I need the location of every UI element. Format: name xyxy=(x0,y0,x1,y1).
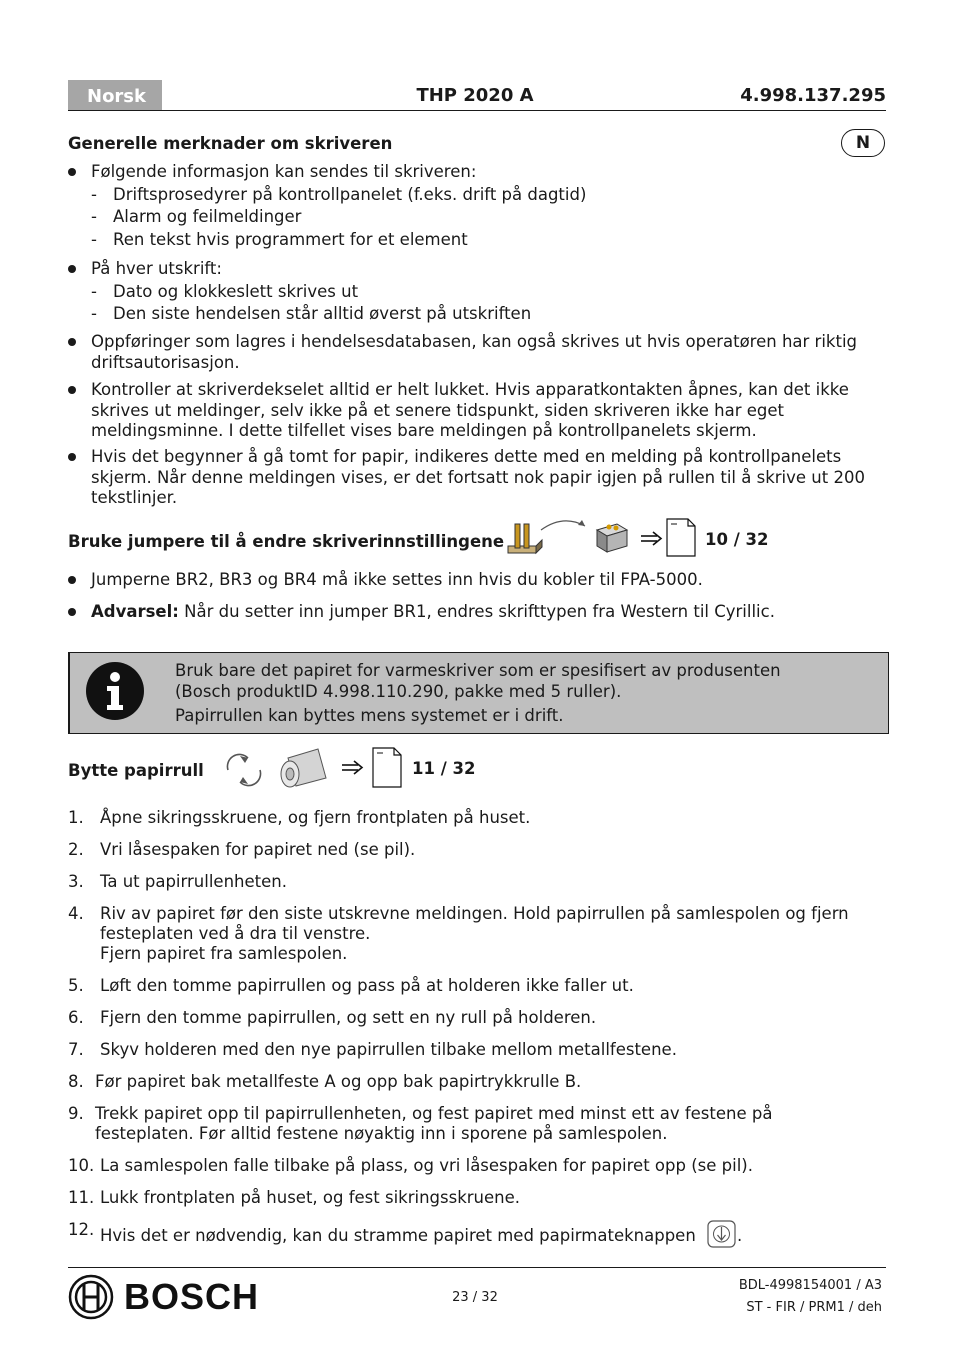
sub-item: - Den siste hendelsen står alltid øverst på utskriften xyxy=(91,304,886,325)
section-title-jumpers: Bruke jumpere til å endre skriverinnstillingene xyxy=(68,532,505,551)
list-item xyxy=(68,1220,886,1248)
document-number: 4.998.137.295 xyxy=(740,85,886,106)
language-badge: N xyxy=(841,129,885,157)
jumper-icon xyxy=(508,524,542,553)
bullet-line: meldingsminne. I dette tilfellet vises bare meldingen på kontrollpanelets skjerm. xyxy=(91,421,757,440)
bullet-text: Følgende informasjon kan sendes til skriveren: xyxy=(91,162,477,181)
list-item xyxy=(68,1040,886,1060)
sub-item: - Ren tekst hvis programmert for et element xyxy=(91,230,886,251)
page-reference-icon xyxy=(373,748,401,787)
step-number: 11. xyxy=(68,1188,95,1207)
list-item xyxy=(68,1072,886,1092)
arrow-right-icon xyxy=(641,532,661,545)
step-number: 10. xyxy=(68,1156,95,1175)
page-reference-icon xyxy=(667,519,695,556)
section-title-general: Generelle merknader om skriveren xyxy=(68,134,393,153)
step-line: Fjern den tomme papirrullen, og sett en ny rull på holderen. xyxy=(100,1008,597,1027)
info-line: (Bosch produktID 4.998.110.290, pakke med 5 ruller). xyxy=(175,681,622,701)
step-line: Før papiret bak metallfeste A og opp bak papirtrykkrulle B. xyxy=(95,1072,582,1091)
curved-arrow-icon xyxy=(541,521,585,530)
step-number: 4. xyxy=(68,904,84,923)
sub-item: - Dato og klokkeslett skrives ut xyxy=(91,282,886,303)
paper-roll-diagram xyxy=(220,744,412,790)
bosch-logo xyxy=(68,1274,259,1320)
step-number: 7. xyxy=(68,1040,84,1059)
bullet-line: tekstlinjer. xyxy=(91,488,178,507)
list-item xyxy=(68,1156,886,1176)
info-line: Papirrullen kan byttes mens systemet er i drift. xyxy=(175,706,564,725)
printer-module-icon xyxy=(597,524,627,552)
document-reference xyxy=(739,1275,882,1319)
list-item xyxy=(68,1188,886,1208)
bosch-armature-icon xyxy=(68,1274,114,1320)
jumper-change-diagram xyxy=(505,516,705,558)
model-name: THP 2020 A xyxy=(416,85,534,106)
step-number: 9. xyxy=(68,1104,84,1123)
footer-rule xyxy=(68,1267,886,1268)
sub-item: - Alarm og feilmeldinger xyxy=(91,207,886,228)
bullet-line: Kontroller at skriverdekselet alltid er helt lukket. Hvis apparatkontakten åpnes, kan det ikke xyxy=(91,380,849,399)
sub-item: - Driftsprosedyrer på kontrollpanelet (f.eks. drift på dagtid) xyxy=(91,185,886,206)
doc-ref-line: ST - FIR / PRM1 / deh xyxy=(746,1300,882,1315)
warning-label: Advarsel: xyxy=(91,602,179,621)
list-item xyxy=(68,332,886,373)
list-item xyxy=(68,808,886,828)
step-text: Hvis det er nødvendig, kan du stramme papiret med papirmateknappen xyxy=(100,1226,696,1245)
step-line: Hvis det er nødvendig, kan du stramme papiret med papirmateknappen . xyxy=(68,1220,886,1248)
bullet-text: På hver utskrift: xyxy=(91,259,222,278)
step-number: 1. xyxy=(68,808,84,827)
warning-text: Når du setter inn jumper BR1, endres skrifttypen fra Western til Cyrillic. xyxy=(178,602,775,621)
list-item xyxy=(68,1104,886,1144)
list-item xyxy=(68,1008,886,1028)
language-tab: Norsk xyxy=(68,80,162,111)
list-item xyxy=(68,602,886,623)
step-line: Vri låsespaken for papiret ned (se pil). xyxy=(100,840,416,859)
step-line: Fjern papiret fra samlespolen. xyxy=(100,944,348,963)
step-number: 3. xyxy=(68,872,84,891)
paper-roll-icon xyxy=(281,749,326,787)
step-line: Skyv holderen med den nye papirrullen tilbake mellom metallfestene. xyxy=(100,1040,677,1059)
step-line: La samlespolen falle tilbake på plass, og vri låsespaken for papiret opp (se pil). xyxy=(100,1156,753,1175)
bullet-line: Oppføringer som lagres i hendelsesdatabasen, kan også skrives ut hvis operatøren har riktig xyxy=(91,332,858,351)
step-line: Trekk papiret opp til papirrullenheten, og fest papiret med minst ett av festene på xyxy=(95,1104,773,1123)
step-line: festeplaten ved å dra til venstre. xyxy=(100,924,371,943)
step-number: 2. xyxy=(68,840,84,859)
step-line: Lukk frontplaten på huset, og fest sikringsskruene. xyxy=(100,1188,521,1207)
page-reference: 10 / 32 xyxy=(705,530,769,549)
section-title-paper-roll: Bytte papirrull xyxy=(68,761,204,780)
step-line: Riv av papiret før den siste utskrevne meldingen. Hold papirrullen på samlespolen og fjern xyxy=(100,904,849,923)
info-icon xyxy=(86,662,144,720)
list-item xyxy=(68,447,886,509)
bullet-line: driftsautorisasjon. xyxy=(91,352,240,372)
exchange-icon xyxy=(227,754,260,785)
list-item xyxy=(68,380,886,442)
list-item xyxy=(68,976,886,996)
info-box xyxy=(68,652,889,734)
step-number: 5. xyxy=(68,976,84,995)
list-item xyxy=(68,259,886,325)
step-number: 12. xyxy=(68,1220,95,1239)
step-line: Ta ut papirrullenheten. xyxy=(100,872,287,891)
info-line: Bruk bare det papiret for varmeskriver som er spesifisert av produsenten xyxy=(175,661,781,680)
step-number: 8. xyxy=(68,1072,84,1091)
list-item xyxy=(68,570,886,591)
bullet-text: Jumperne BR2, BR3 og BR4 må ikke settes inn hvis du kobler til FPA-5000. xyxy=(91,570,703,589)
step-line: Åpne sikringsskruene, og fjern frontplaten på huset. xyxy=(100,808,531,827)
page-reference: 11 / 32 xyxy=(412,759,476,778)
list-item xyxy=(68,904,886,964)
step-line: Løft den tomme papirrullen og pass på at holderen ikke faller ut. xyxy=(100,976,634,995)
brand-name: BOSCH xyxy=(124,1276,260,1317)
arrow-right-icon xyxy=(342,761,362,774)
list-item xyxy=(68,872,886,892)
bullet-line: skjerm. Når denne meldingen vises, er det fortsatt nok papir igjen på rullen til å skrive ut 200 xyxy=(91,467,865,487)
bullet-line: Hvis det begynner å gå tomt for papir, indikeres dette med en melding på kontrollpanelets xyxy=(91,447,842,466)
list-item xyxy=(68,840,886,860)
doc-ref-line: BDL-4998154001 / A3 xyxy=(738,1278,882,1293)
bullet-line: skrives ut meldinger, selv ikke på et senere tidspunkt, siden skriveren ikke har eget xyxy=(91,400,784,420)
page-number: 23 / 32 xyxy=(452,1290,498,1305)
paper-feed-button-icon xyxy=(707,1220,737,1248)
step-number: 6. xyxy=(68,1008,84,1027)
list-item xyxy=(68,162,886,250)
step-line: festeplaten. Før alltid festene nøyaktig inn i sporene på samlespolen. xyxy=(95,1124,668,1143)
header-rule xyxy=(68,110,886,111)
